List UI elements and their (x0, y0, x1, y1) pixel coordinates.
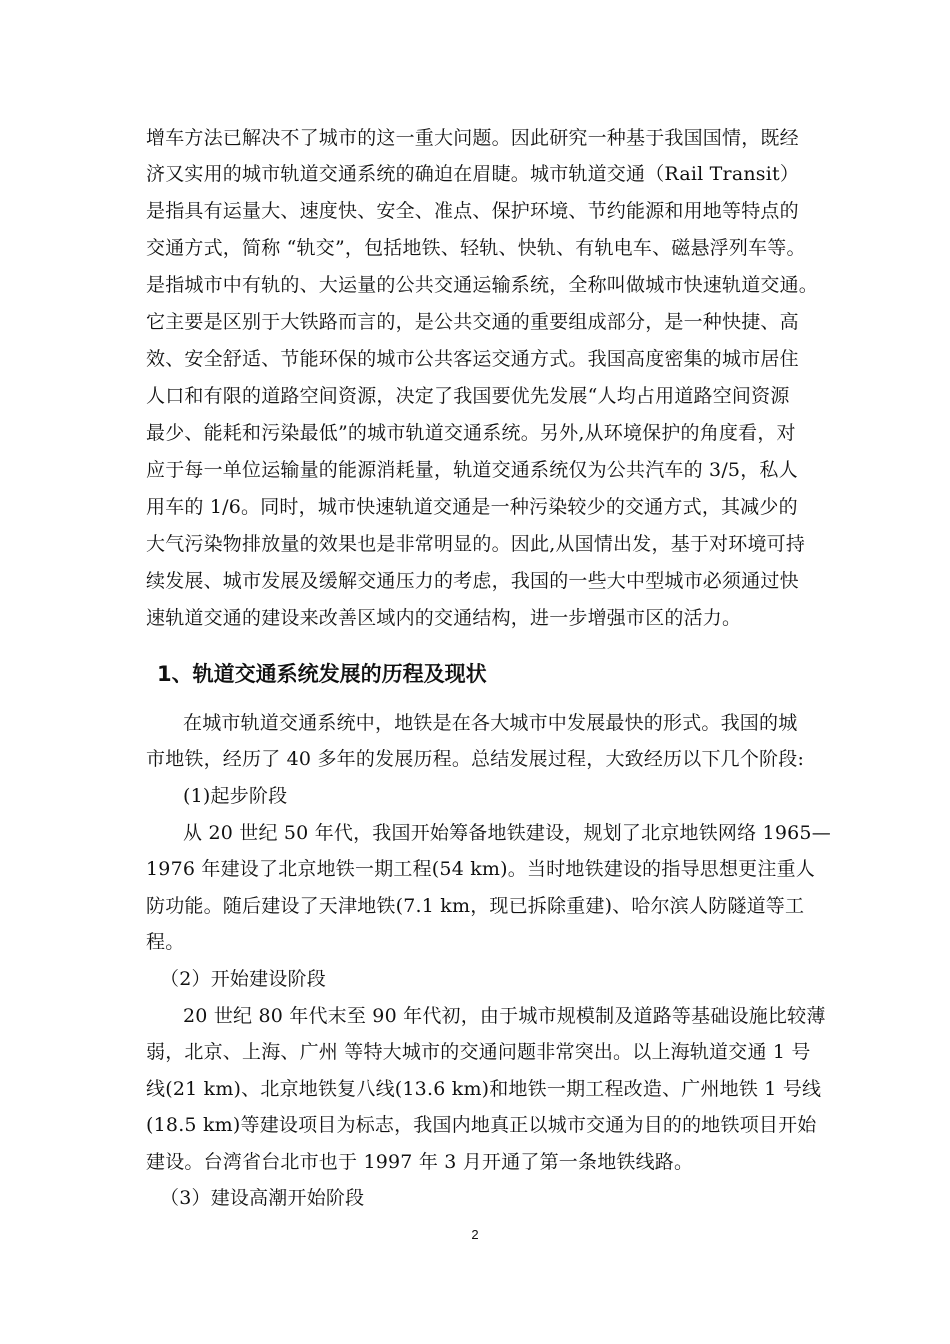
history-line-1: 在城市轨道交通系统中，地铁是在各大城市中发展最快的形式。我国的城 (183, 712, 798, 734)
stage2-line-3: 线(21 km)、北京地铁复八线(13.6 km)和地铁一期工程改造、广州地铁 1 号线 (146, 1078, 822, 1100)
intro-line-7: 效、安全舒适、节能环保的城市公共客运交通方式。我国高度密集的城市居住 (146, 348, 799, 370)
stage1-line-2: 1976 年建设了北京地铁一期工程(54 km)。当时地铁建设的指导思想更注重人 (146, 858, 815, 880)
stage2-line-2: 弱，北京、上海、广州 等特大城市的交通问题非常突出。以上海轨道交通 1 号 (146, 1041, 811, 1063)
intro-line-1: 增车方法已解决不了城市的这一重大问题。因此研究一种基于我国国情，既经 (146, 127, 799, 149)
intro-line-2: 济又实用的城市轨道交通系统的确迫在眉睫。城市轨道交通（Rail Transit） (146, 163, 800, 185)
intro-line-13: 续发展、城市发展及缓解交通压力的考虑，我国的一些大中型城市必须通过快 (146, 570, 799, 592)
intro-line-5: 是指城市中有轨的、大运量的公共交通运输系统，全称叫做城市快速轨道交通。 (146, 274, 819, 296)
intro-line-4: 交通方式，简称 “轨交”，包括地铁、轻轨、快轨、有轨电车、磁悬浮列车等。 (146, 237, 806, 259)
stage2-line-4: (18.5 km)等建设项目为标志，我国内地真正以城市交通为目的的地铁项目开始 (146, 1114, 817, 1136)
intro-line-11: 用车的 1/6。同时，城市快速轨道交通是一种污染较少的交通方式，其减少的 (146, 496, 798, 518)
stage1-line-3: 防功能。随后建设了天津地铁(7.1 km，现已拆除重建)、哈尔滨人防隧道等工 (146, 895, 805, 917)
intro-line-8: 人口和有限的道路空间资源，决定了我国要优先发展“人均占用道路空间资源 (146, 385, 790, 407)
stage1-title: (1)起步阶段 (183, 785, 288, 807)
page-number: 2 (471, 1227, 479, 1242)
stage2-title: （2）开始建设阶段 (160, 968, 326, 990)
intro-line-12: 大气污染物排放量的效果也是非常明显的。因此,从国情出发，基于对环境可持 (146, 533, 806, 555)
intro-line-9: 最少、能耗和污染最低”的城市轨道交通系统。另外,从环境保护的角度看，对 (146, 422, 796, 444)
stage3-title: （3）建设高潮开始阶段 (160, 1187, 365, 1209)
intro-line-14: 速轨道交通的建设来改善区域内的交通结构，进一步增强市区的活力。 (146, 607, 742, 629)
stage2-line-5: 建设。台湾省台北市也于 1997 年 3 月开通了第一条地铁线路。 (146, 1151, 694, 1173)
stage1-line-4: 程。 (146, 931, 185, 953)
intro-line-3: 是指具有运量大、速度快、安全、准点、保护环境、节约能源和用地等特点的 (146, 200, 799, 222)
section-heading: 1、轨道交通系统发展的历程及现状 (157, 662, 487, 686)
intro-line-6: 它主要是区别于大铁路而言的，是公共交通的重要组成部分，是一种快捷、高 (146, 311, 799, 333)
history-line-2: 市地铁，经历了 40 多年的发展历程。总结发展过程，大致经历以下几个阶段: (146, 748, 805, 770)
stage2-line-1: 20 世纪 80 年代末至 90 年代初，由于城市规模制及道路等基础设施比较薄 (183, 1005, 826, 1027)
intro-line-10: 应于每一单位运输量的能源消耗量，轨道交通系统仅为公共汽车的 3/5，私人 (146, 459, 798, 481)
stage1-line-1: 从 20 世纪 50 年代，我国开始筹备地铁建设，规划了北京地铁网络 1965— (183, 822, 831, 844)
